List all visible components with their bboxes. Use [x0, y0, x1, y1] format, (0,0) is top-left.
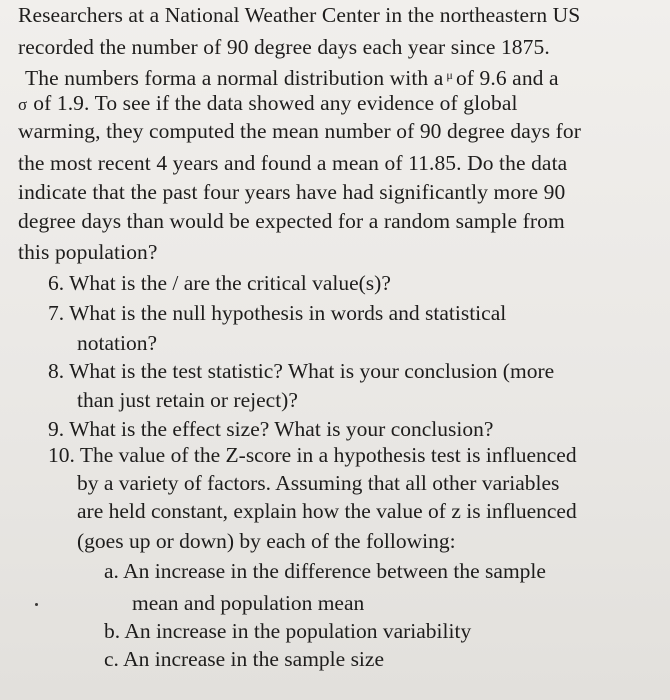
question-7-continued: notation? — [77, 331, 158, 355]
question-8: 8. What is the test statistic? What is your conclusion (more — [48, 359, 555, 383]
passage-line-3-text-end: of 9.6 and a — [455, 66, 559, 90]
passage-line-4-text: of 1.9. To see if the data showed any evidence of global — [33, 91, 518, 115]
question-6: 6. What is the / are the critical value(s)? — [48, 271, 391, 295]
passage-line-5: warming, they computed the mean number of 90 degree days for — [18, 119, 582, 143]
sub-question-b: b. An increase in the population variability — [104, 619, 472, 643]
question-9: 9. What is the effect size? What is your conclusion? — [48, 417, 494, 441]
passage-line-2: recorded the number of 90 degree days each year since 1875. — [18, 35, 550, 59]
question-10-line-3: are held constant, explain how the value of z is influenced — [77, 499, 577, 523]
sub-question-c: c. An increase in the sample size — [104, 647, 384, 671]
passage-line-3 — [25, 62, 559, 92]
mu-symbol: μ — [446, 68, 453, 82]
passage-line-1: Researchers at a National Weather Center in the northeastern US — [18, 3, 581, 27]
passage-line-7: indicate that the past four years have had significantly more 90 — [18, 180, 566, 204]
sub-question-a-continued: mean and population mean — [132, 591, 365, 615]
question-8-continued: than just retain or reject)? — [77, 388, 298, 412]
passage-line-3-text: The numbers forma a normal distribution with a — [25, 66, 444, 90]
stray-mark — [35, 603, 38, 606]
sub-question-a: a. An increase in the difference between the sample — [104, 559, 546, 583]
passage-line-6: the most recent 4 years and found a mean of 11.85. Do the data — [18, 151, 568, 175]
question-7: 7. What is the null hypothesis in words and statistical — [48, 301, 507, 325]
passage-line-4 — [18, 90, 518, 118]
sigma-symbol: σ — [18, 95, 28, 114]
question-10-line-2: by a variety of factors. Assuming that all other variables — [77, 471, 560, 495]
question-10-line-4: (goes up or down) by each of the following: — [77, 529, 456, 553]
passage-line-9: this population? — [18, 240, 158, 264]
question-10: 10. The value of the Z-score in a hypothesis test is influenced — [48, 443, 577, 467]
passage-line-8: degree days than would be expected for a random sample from — [18, 209, 565, 233]
